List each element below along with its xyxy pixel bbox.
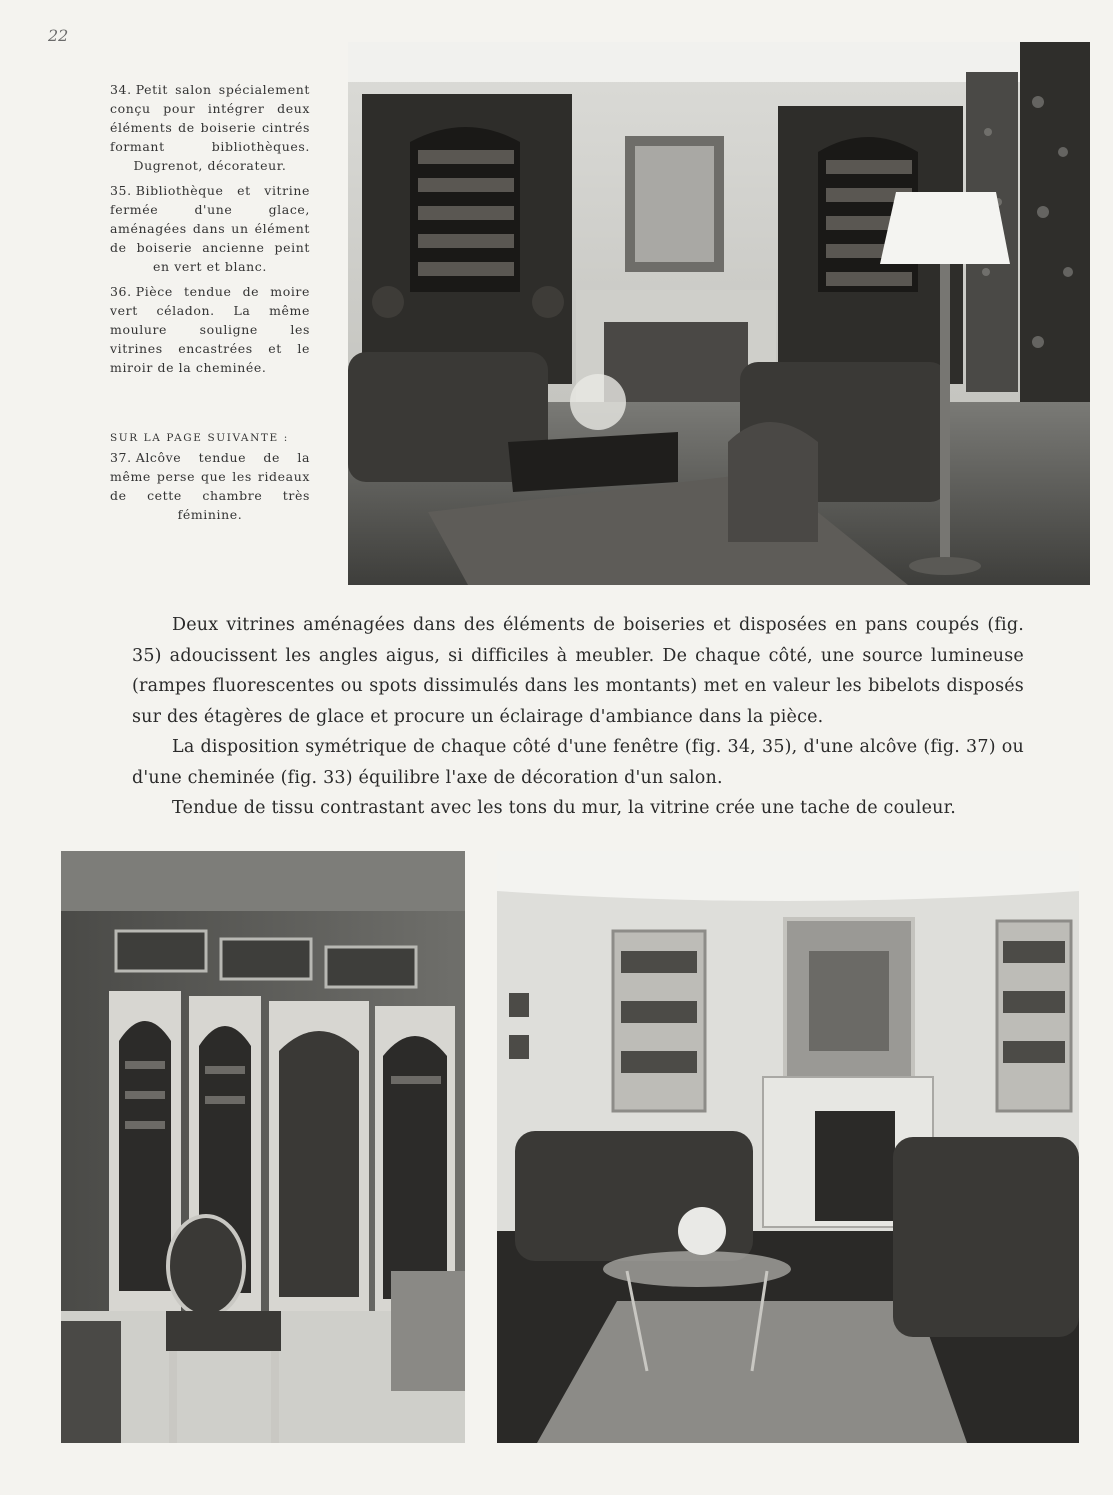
caption-number: 35. xyxy=(110,183,132,198)
photo-celadon-salon xyxy=(497,851,1079,1443)
caption-text: Alcôve tendue de la même perse que les rideaux de cette chambre très féminine. xyxy=(110,450,310,522)
caption-number: 34. xyxy=(110,82,132,97)
captions-column xyxy=(110,80,310,530)
caption-text: Bibliothèque et vitrine fermée d'une glace, aménagées dans un élément de boiserie ancienne peint en vert et blanc. xyxy=(110,183,310,274)
body-paragraph: La disposition symétrique de chaque côté d'une fenêtre (fig. 34, 35), d'une alcôve (fig. 37) ou d'une cheminée (fig. 33) équilibre l'axe de décoration d'un salon. xyxy=(132,737,1024,788)
caption-34 xyxy=(110,80,310,175)
caption-36 xyxy=(110,282,310,377)
photo-salon-bookcases xyxy=(348,42,1090,585)
body-paragraph: Deux vitrines aménagées dans des éléments de boiseries et disposées en pans coupés (fig. 35) adoucissent les angles aigus, si difficiles à meubler. De chaque côté, une source lumineuse (rampes fluorescentes ou spots dissimulés dans les montants) met en valeur les bibelots disposés sur des étagères de glace et procure un éclairage d'ambiance dans la pièce. xyxy=(132,615,1024,727)
photo-boiserie-vitrines xyxy=(61,851,465,1443)
body-paragraph: Tendue de tissu contrastant avec les tons du mur, la vitrine crée une tache de couleur. xyxy=(172,798,956,818)
caption-number: 37. xyxy=(110,450,132,465)
caption-text: Petit salon spécialement conçu pour intégrer deux éléments de boiserie cintrés formant bibliothèques. Dugrenot, décorateur. xyxy=(110,82,310,173)
caption-text: Pièce tendue de moire vert céladon. La même moulure souligne les vitrines encastrées et le miroir de la cheminée. xyxy=(110,284,310,375)
caption-number: 36. xyxy=(110,284,132,299)
caption-35 xyxy=(110,181,310,276)
body-text xyxy=(132,610,1024,824)
caption-37 xyxy=(110,448,310,524)
next-page-heading: SUR LA PAGE SUIVANTE : xyxy=(110,432,289,444)
page-number: 22 xyxy=(48,26,69,45)
